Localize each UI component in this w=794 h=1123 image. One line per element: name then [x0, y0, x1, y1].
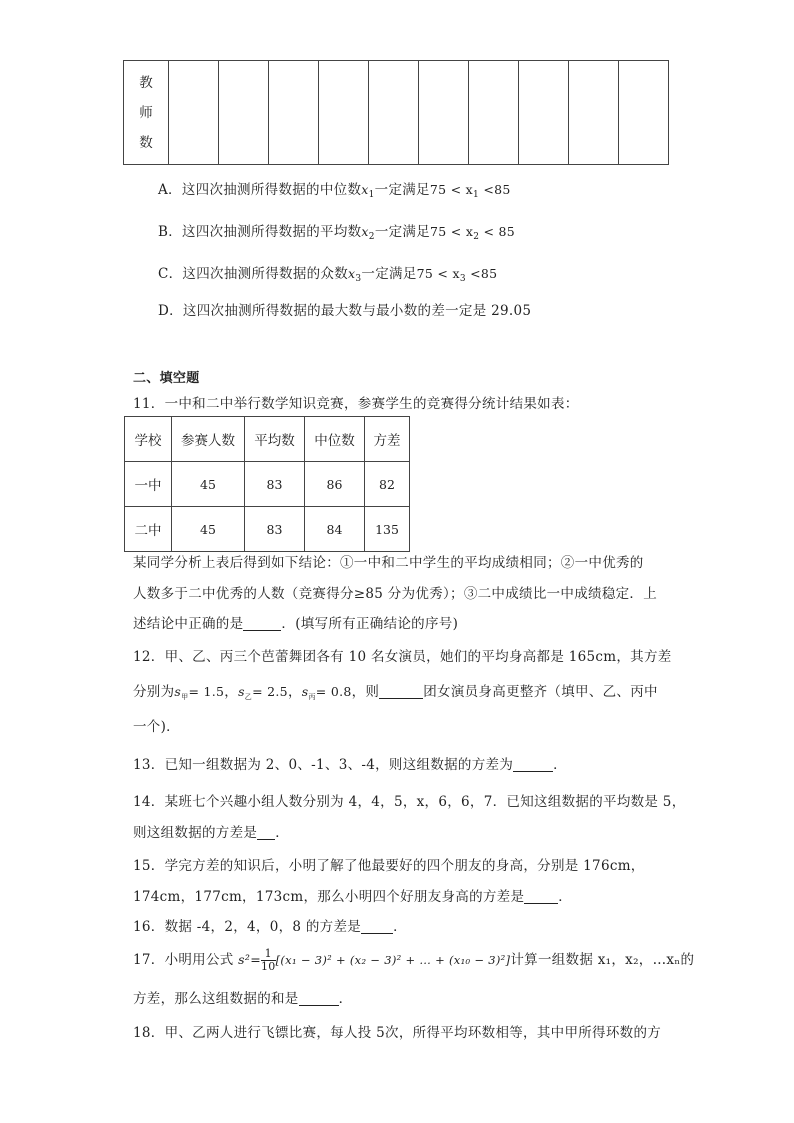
q14-line2-text: 则这组数据的方差是 — [133, 825, 258, 841]
q11-line3-tail: ．(填写所有正确结论的序号) — [281, 616, 459, 632]
table-cell: 86 — [305, 462, 365, 507]
table-cell — [369, 61, 419, 165]
q17-line1-tail: 计算一组数据 x₁，x₂，…xₙ的 — [510, 952, 695, 968]
table-cell — [219, 61, 269, 165]
formula-body: [(x₁ − 3)² + (x₂ − 3)² + … + (x₁₀ − 3)²] — [275, 953, 511, 967]
q18-line1: 18．甲、乙两人进行飞镖比赛，每人投 5次，所得平均环数相等，其中甲所得环数的方 — [133, 1025, 662, 1041]
q17-line1 — [133, 948, 694, 973]
option-c — [158, 262, 497, 284]
table-cell: 一中 — [125, 462, 172, 507]
option-mid: 一定满足 — [361, 266, 417, 282]
table-cell: 二中 — [125, 507, 172, 552]
table-cell — [569, 61, 619, 165]
q14-tail: ． — [275, 825, 290, 841]
table-row — [125, 507, 410, 552]
q13-text: 13．已知一组数据为 2、0、-1、3、-4，则这组数据的方差为 — [133, 757, 514, 773]
option-mid: 一定满足 — [374, 182, 430, 198]
teacher-count-table — [123, 60, 669, 165]
option-text: B．这四次抽测所得数据的平均数 — [158, 224, 362, 240]
q16 — [133, 915, 407, 935]
label-char: 数 — [139, 134, 153, 151]
table-cell — [419, 61, 469, 165]
q15-line1: 15．学完方差的知识后，小明了解了他最要好的四个朋友的身高，分别是 176cm， — [133, 858, 645, 874]
q17-line2 — [133, 987, 352, 1007]
table-cell: 83 — [245, 507, 305, 552]
row-label-teacher-count — [124, 61, 169, 165]
answer-blank[interactable] — [243, 616, 281, 631]
q11-line3-text: 述结论中正确的是 — [133, 616, 244, 632]
table-cell — [319, 61, 369, 165]
option-b — [158, 220, 515, 242]
q12-line2: 分别为$s_甲= 1.5$，$s_乙= 2.5$，$s_丙= 0.8$，则 团女演员身高更整齐（填甲、乙、丙中 — [133, 684, 658, 701]
table-cell — [519, 61, 569, 165]
q16-text: 16．数据 -4，2，4，0，8 的方差是 — [133, 919, 362, 935]
math-cond: $75 < x_2 < 85$ — [430, 224, 516, 242]
option-text: D．这四次抽测所得数据的最大数与最小数的差一定是 29.05 — [158, 303, 532, 319]
q11-intro: 11．一中和二中举行数学知识竞赛，参赛学生的竞赛得分统计结果如表： — [133, 396, 579, 412]
table-row — [125, 462, 410, 507]
table-cell: 84 — [305, 507, 365, 552]
table-cell: 135 — [365, 507, 410, 552]
q17-text: 17．小明用公式 — [133, 952, 234, 968]
option-text: C．这四次抽测所得数据的众数 — [158, 266, 349, 282]
label-char: 师 — [139, 104, 153, 121]
header-cell: 学校 — [125, 417, 172, 462]
variance-bing: $s_丙$ — [301, 684, 316, 701]
option-mid: 一定满足 — [374, 224, 431, 240]
option-text: A．这四次抽测所得数据的中位数 — [158, 182, 362, 198]
table-cell: 82 — [365, 462, 410, 507]
label-char: 教 — [139, 74, 153, 91]
q13-tail: ． — [553, 757, 567, 773]
q15-line2 — [133, 885, 572, 905]
header-cell: 平均数 — [245, 417, 305, 462]
q12-line2-mid: ，则 — [351, 684, 380, 700]
header-cell: 中位数 — [305, 417, 365, 462]
formula-fraction: $\frac{1}{10}$ — [260, 947, 276, 973]
math-cond: $75 < x_3 <85$ — [416, 266, 498, 284]
q12-line3: 一个)． — [133, 719, 180, 735]
q16-tail: ． — [393, 919, 407, 935]
q15-line2-text: 174cm，177cm，173cm，那么小明四个好朋友身高的方差是 — [133, 889, 525, 905]
answer-blank[interactable] — [299, 991, 339, 1006]
q13 — [133, 753, 567, 773]
q11-line2: 人数多于二中优秀的人数（竞赛得分≥85 分为优秀）；③二中成绩比一中成绩稳定．上 — [133, 586, 658, 602]
option-a — [158, 178, 511, 200]
math-var: $x_3$ — [348, 266, 362, 284]
answer-blank[interactable] — [524, 889, 558, 904]
formula-lhs: s²= — [238, 952, 261, 967]
answer-blank[interactable] — [379, 684, 423, 699]
q17-line2-text: 方差，那么这组数据的和是 — [133, 991, 299, 1007]
table-cell: 45 — [172, 507, 245, 552]
option-d — [158, 299, 531, 319]
table-header-row — [125, 417, 410, 462]
math-var: $x_2$ — [361, 224, 375, 242]
variance-jia: $s_甲$ — [174, 684, 189, 701]
q12-line2-tail: 团女演员身高更整齐（填甲、乙、丙中 — [423, 684, 658, 700]
header-cell: 方差 — [365, 417, 410, 462]
table-cell: 45 — [172, 462, 245, 507]
variance-bing-value: = 0.8 — [315, 684, 352, 699]
q14-line1: 14．某班七个兴趣小组人数分别为 4，4，5，x，6，6，7．已知这组数据的平均数是 5， — [133, 794, 686, 810]
variance-yi-value: = 2.5 — [252, 684, 288, 699]
variance-yi: $s_乙$ — [238, 684, 253, 701]
q12-line2-text: 分别为 — [133, 684, 175, 700]
answer-blank[interactable] — [257, 825, 275, 840]
q17-tail: ． — [338, 991, 353, 1007]
section-title: 二、填空题 — [133, 371, 200, 386]
table-cell — [469, 61, 519, 165]
answer-blank[interactable] — [513, 757, 553, 772]
table-cell — [269, 61, 319, 165]
q11-line3 — [133, 612, 458, 632]
table-cell: 83 — [245, 462, 305, 507]
table-cell — [619, 61, 669, 165]
score-stats-table — [124, 416, 410, 552]
q12-line1: 12．甲、乙、丙三个芭蕾舞团各有 10 名女演员，她们的平均身高都是 165cm，其方差 — [133, 649, 672, 665]
q14-line2 — [133, 821, 289, 841]
variance-jia-value: = 1.5 — [188, 684, 225, 699]
q11-line1: 某同学分析上表后得到如下结论：①一中和二中学生的平均成绩相同；②一中优秀的 — [133, 555, 644, 571]
q15-tail: ． — [558, 889, 573, 905]
header-cell: 参赛人数 — [172, 417, 245, 462]
table-cell — [169, 61, 219, 165]
answer-blank[interactable] — [361, 919, 393, 934]
math-var: $x_1$ — [361, 182, 375, 200]
math-cond: $75 < x_1 <85$ — [429, 182, 511, 200]
